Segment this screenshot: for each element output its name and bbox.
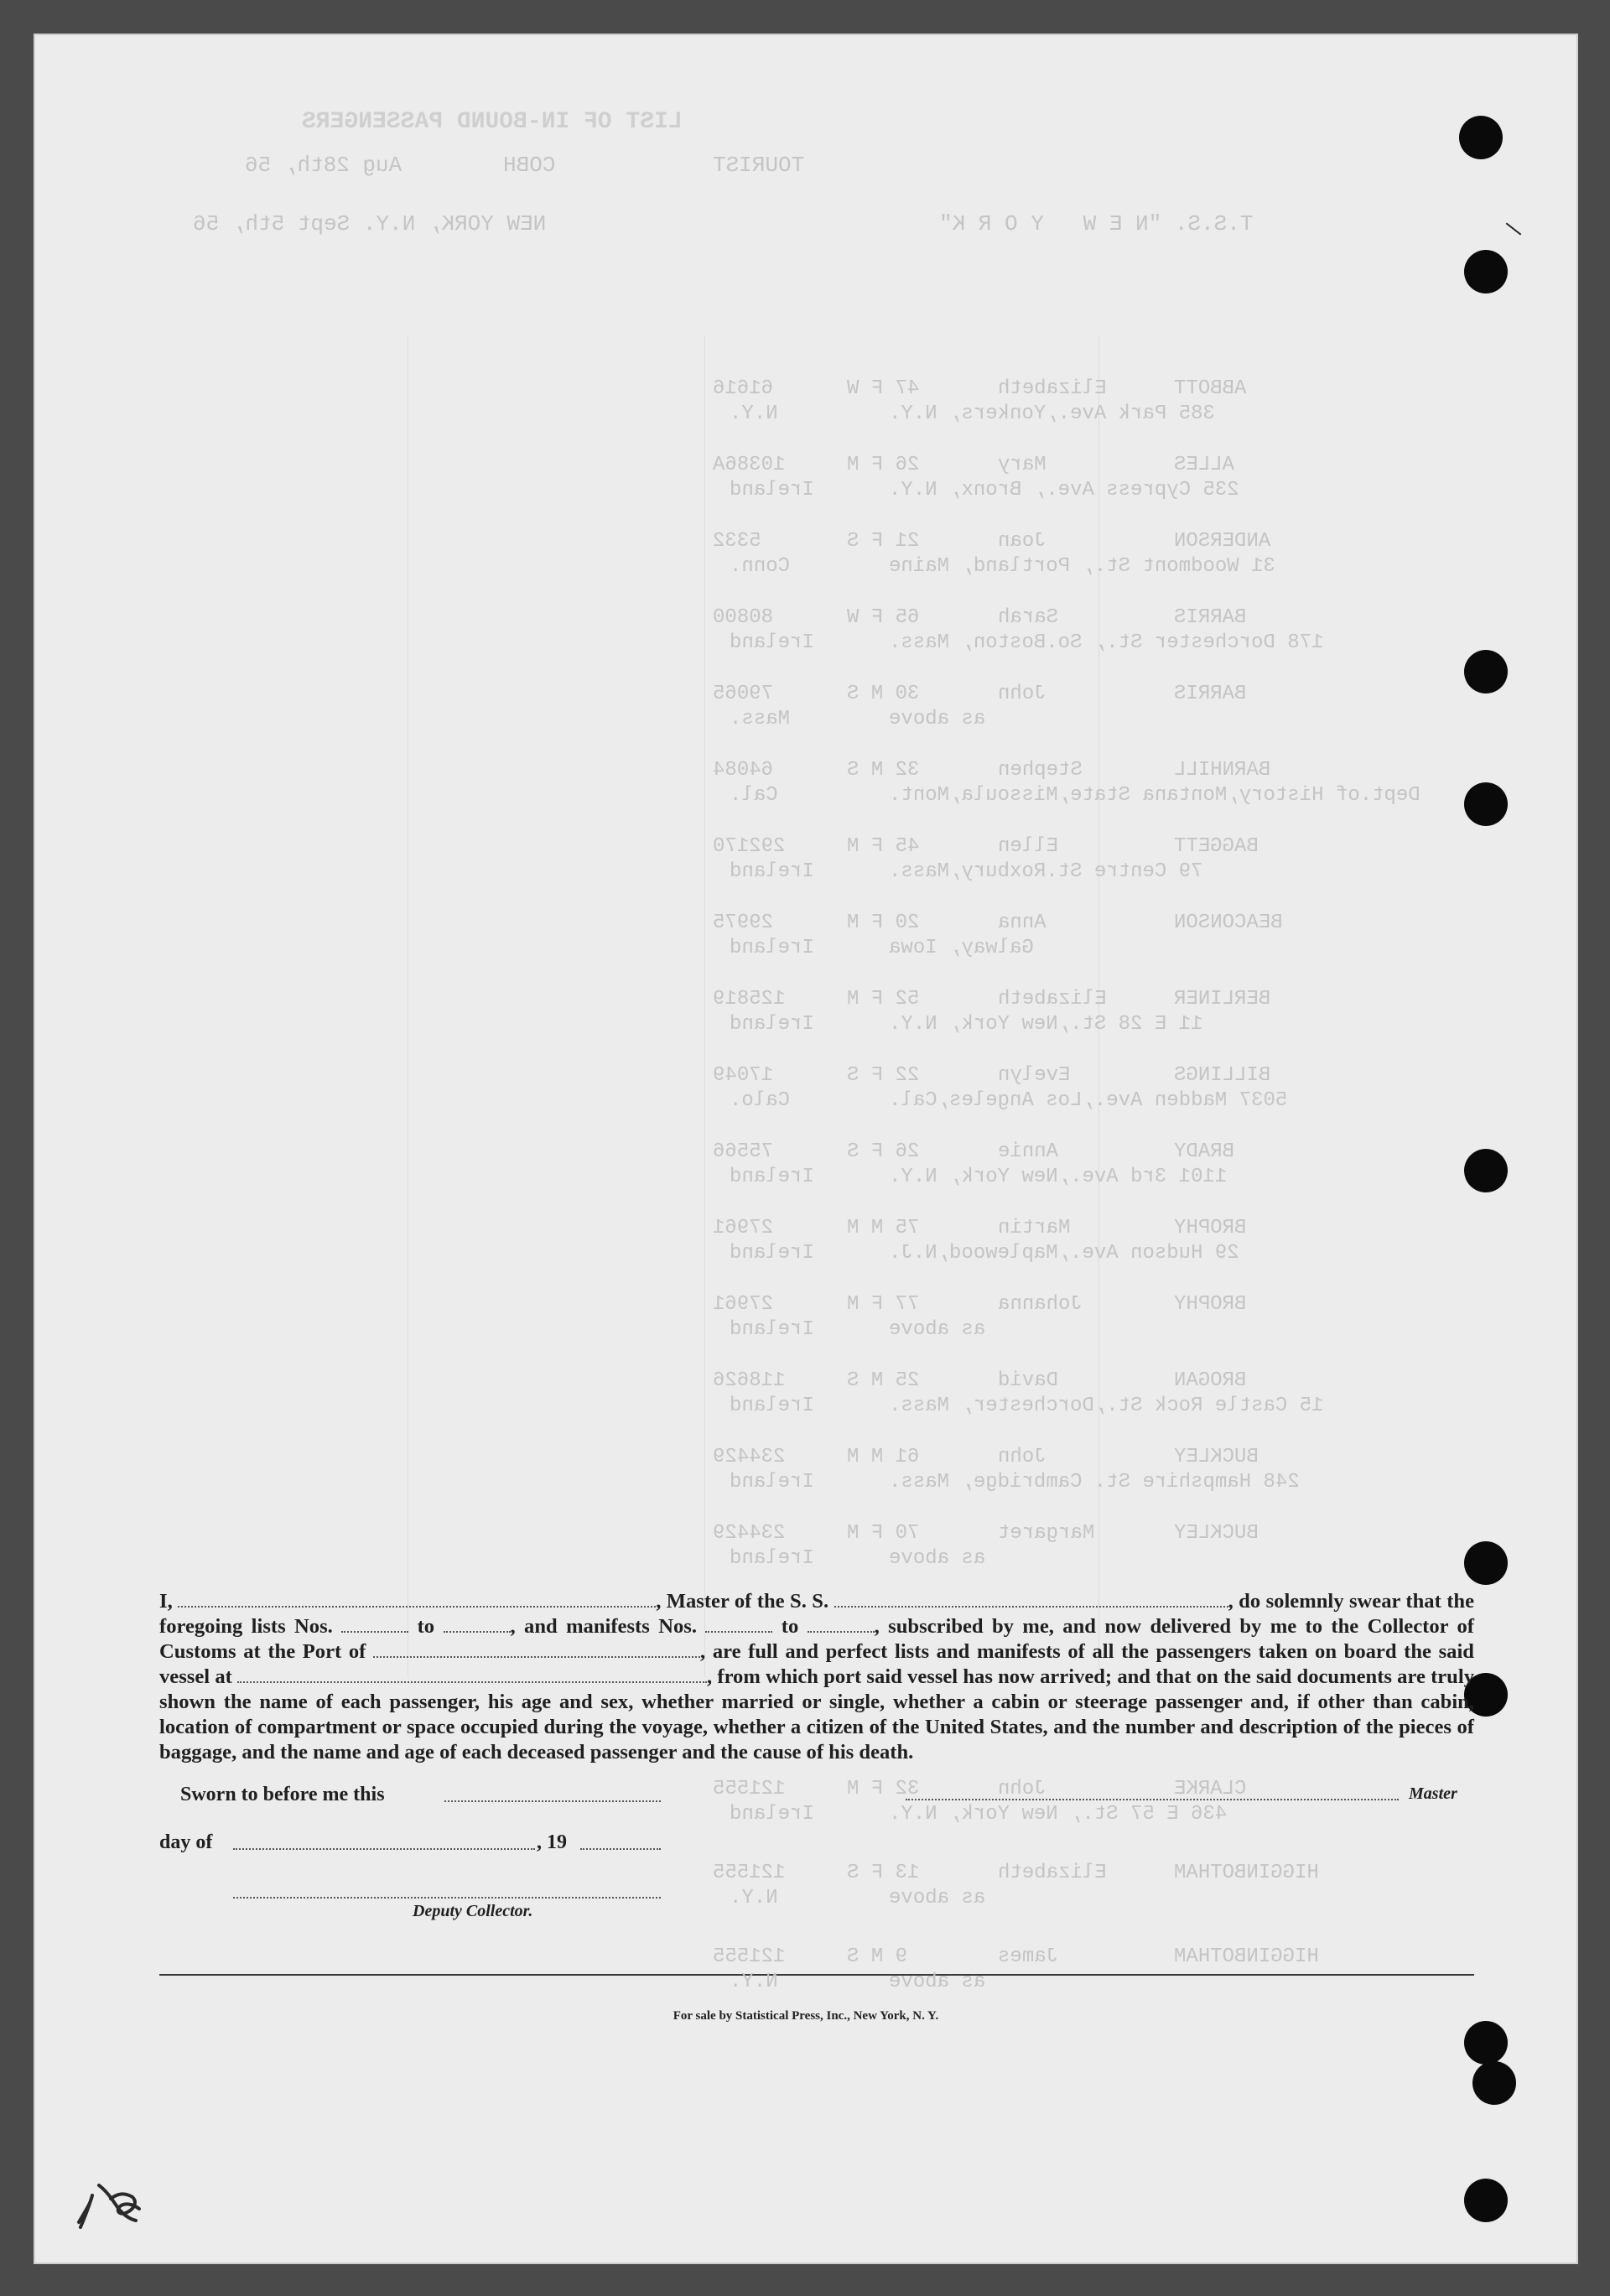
port-of-arrival-field (373, 1641, 700, 1658)
bleed-header-vessel: T.S.S. "N E W Y O R K" (939, 211, 1254, 236)
bleed-given-name: James (998, 1945, 1059, 1968)
bleed-given-name: Ellen (998, 835, 1059, 858)
bleed-header-arrival: NEW YORK, N.Y. Sept 5th, 56 (193, 211, 547, 236)
bleed-surname: BAGGETT (1174, 835, 1259, 858)
oath-text: , from which port said vessel has now arrived; and that on the said documents are truly shown the name of each passenger, his age and sex, whether married or single, whether a cabin or steerage passenger and, if other than cabin, location of compartment or space occupied during the voyage, whether a citizen of the United States, and the number and description of the pieces of baggage, and the name and age of each deceased passenger and the cause of his death. (159, 1665, 1474, 1764)
manifest-sheet (34, 34, 1578, 2264)
bleed-number: 27961 (713, 1293, 774, 1316)
bleed-number: 5332 (713, 530, 761, 553)
bleed-number: 29975 (713, 912, 774, 934)
year-field (580, 1848, 661, 1850)
binder-hole (1459, 116, 1503, 159)
bleed-surname: BERLINER (1174, 988, 1271, 1010)
bleed-origin: Mass. (730, 708, 791, 730)
bleed-origin: Cal. (730, 784, 778, 807)
oath-text: to (417, 1615, 435, 1638)
bleed-origin: Calo. (730, 1089, 791, 1112)
oath-paragraph (159, 1589, 1474, 1765)
bleed-given-name: Elizabeth (998, 1862, 1107, 1884)
bleed-given-name: Mary (998, 454, 1046, 476)
bleed-age-sex: 9 M S (847, 1945, 908, 1968)
bleed-age-sex: 20 F M (847, 912, 920, 934)
bleed-origin: N.Y. (730, 1887, 778, 1909)
bleed-address: 178 Dorchester St., So.Boston, Mass. (889, 631, 1324, 654)
bleed-address: as above (889, 1547, 986, 1570)
bleed-surname: CLARKE (1174, 1778, 1247, 1800)
bleed-age-sex: 52 F M (847, 988, 920, 1010)
bleed-age-sex: 32 F M (847, 1778, 920, 1800)
bleed-origin: Ireland (730, 937, 814, 959)
bleed-header-class: TOURIST (713, 153, 805, 178)
binder-hole (1472, 2061, 1516, 2105)
bleed-number: 234429 (713, 1522, 786, 1545)
bleed-given-name: Johanna (998, 1293, 1083, 1316)
oath-text: , are full and perfect lists and manifests of all the passengers taken on board the said vessel at (159, 1640, 1474, 1688)
bleed-address: 235 Cypress Ave., Bronx, N.Y. (889, 479, 1239, 501)
bleed-age-sex: 26 F M (847, 454, 920, 476)
bleed-number: 61616 (713, 377, 774, 400)
printer-footer: For sale by Statistical Press, Inc., New York, N. Y. (673, 2009, 939, 2023)
bleed-address: 385 Park Ave.,Yonkers, N.Y. (889, 403, 1215, 425)
vessel-name-field (834, 1591, 1228, 1608)
binder-hole (1464, 250, 1508, 293)
sworn-date-field (444, 1800, 661, 1802)
bleed-age-sex: 75 M M (847, 1217, 920, 1239)
bleed-number: 75566 (713, 1140, 774, 1163)
bleed-number: 118626 (713, 1369, 786, 1392)
bleed-age-sex: 45 F M (847, 835, 920, 858)
bleed-surname: BUCKLEY (1174, 1446, 1259, 1468)
port-of-departure-field (237, 1666, 707, 1683)
manifest-from-field (705, 1616, 772, 1633)
bleed-given-name: Elizabeth (998, 988, 1107, 1010)
footer-rule (159, 1974, 1474, 1976)
bleed-address: 15 Castle Rock St.,Dorchester, Mass. (889, 1395, 1324, 1417)
bleed-number: 64084 (713, 759, 774, 782)
bleed-origin: Ireland (730, 1471, 814, 1493)
master-caption: Master (1409, 1784, 1457, 1803)
bleed-surname: BARRIS (1174, 683, 1247, 705)
bleed-origin: Ireland (730, 1547, 814, 1570)
column-line (704, 335, 705, 1677)
bleed-address: 11 E 28 St.,New York, N.Y. (889, 1013, 1203, 1036)
bleed-surname: HIGGINBOTHAM (1174, 1862, 1319, 1884)
bleed-age-sex: 21 F S (847, 530, 920, 553)
handwritten-mark (74, 2179, 149, 2232)
bleed-origin: Ireland (730, 1166, 814, 1188)
bleed-origin: Ireland (730, 631, 814, 654)
deputy-signature-line (233, 1897, 661, 1899)
bleed-number: 121555 (713, 1945, 786, 1968)
bleed-age-sex: 13 F S (847, 1862, 920, 1884)
bleed-origin: Ireland (730, 1242, 814, 1265)
bleed-given-name: Martin (998, 1217, 1071, 1239)
bleed-origin: Ireland (730, 1395, 814, 1417)
bleed-number: 79065 (713, 683, 774, 705)
bleed-given-name: Evelyn (998, 1064, 1071, 1087)
bleed-number: 10386A (713, 454, 786, 476)
bleed-age-sex: 30 M S (847, 683, 920, 705)
bleed-address: 5037 Madden Ave.,Los Angeles,Cal. (889, 1089, 1288, 1112)
bleed-surname: BUCKLEY (1174, 1522, 1259, 1545)
bleed-address: 248 Hampshire St. Cambridge, Mass. (889, 1471, 1300, 1493)
oath-text: , and manifests Nos. (510, 1615, 697, 1638)
bleed-origin: Ireland (730, 860, 814, 883)
bleed-surname: BILLINGS (1174, 1064, 1271, 1087)
bleed-age-sex: 22 F S (847, 1064, 920, 1087)
bleed-surname: ANDERSON (1174, 530, 1271, 553)
bleed-surname: HIGGINBOTHAM (1174, 1945, 1319, 1968)
binder-hole (1464, 782, 1508, 826)
bleed-given-name: Anna (998, 912, 1046, 934)
bleed-origin: Ireland (730, 479, 814, 501)
bleed-origin: N.Y. (730, 1971, 778, 1993)
bleed-header-date: Aug 28th, 56 (245, 153, 402, 178)
bleed-number: 121555 (713, 1862, 786, 1884)
day-of-label: day of (159, 1831, 213, 1853)
year-label: , 19 (537, 1831, 567, 1853)
binder-hole (1464, 2021, 1508, 2065)
bleed-surname: ALLES (1174, 454, 1235, 476)
bleed-surname: BROPHY (1174, 1217, 1247, 1239)
master-name-field (178, 1591, 656, 1608)
bleed-surname: BROGAN (1174, 1369, 1247, 1392)
day-of-field (233, 1848, 535, 1850)
bleed-given-name: Stephen (998, 759, 1083, 782)
bleed-given-name: Sarah (998, 606, 1059, 629)
bleed-number: 234429 (713, 1446, 786, 1468)
bleed-address: as above (889, 1318, 986, 1341)
bleed-address: 29 Hudson Ave.,Maplewood,N.J. (889, 1242, 1239, 1265)
bleed-surname: BROPHY (1174, 1293, 1247, 1316)
oath-text: , subscribed by me, and now delivered by me to the Collector of Customs at the Port of (159, 1615, 1474, 1663)
list-to-field (444, 1616, 511, 1633)
bleed-origin: Ireland (730, 1318, 814, 1341)
bleed-given-name: Margaret (998, 1522, 1095, 1545)
bleed-given-name: John (998, 683, 1046, 705)
bleed-age-sex: 26 F S (847, 1140, 920, 1163)
bleed-number: 292170 (713, 835, 786, 858)
bleed-surname: BARNHILL (1174, 759, 1271, 782)
bleed-address: 79 Centre St.Roxbury,Mass. (889, 860, 1203, 883)
bleed-age-sex: 32 M S (847, 759, 920, 782)
bleed-address: as above (889, 708, 986, 730)
binder-hole (1464, 650, 1508, 693)
bleed-surname: ABBOTT (1174, 377, 1247, 400)
bleed-surname: BRADY (1174, 1140, 1235, 1163)
bleed-address: as above (889, 1887, 986, 1909)
master-signature-line (906, 1799, 1399, 1800)
bleed-given-name: John (998, 1446, 1046, 1468)
bleed-address: Dept.of History,Montana State,Missoula,Mont. (889, 784, 1420, 807)
oath-text: to (781, 1615, 799, 1638)
binder-hole (1464, 2179, 1508, 2222)
bleed-header-title: LIST OF IN-BOUND PASSENGERS (302, 109, 683, 135)
bleed-age-sex: 61 M M (847, 1446, 920, 1468)
bleed-origin: Ireland (730, 1803, 814, 1826)
bleed-number: 17049 (713, 1064, 774, 1087)
binder-hole (1464, 1149, 1508, 1192)
bleed-address: 1101 3rd Ave.,New York, N.Y. (889, 1166, 1228, 1188)
oath-text: , Master of the S. S. (656, 1590, 829, 1613)
bleed-age-sex: 25 M S (847, 1369, 920, 1392)
oath-text: I, (159, 1590, 173, 1613)
deputy-collector-caption: Deputy Collector. (413, 1902, 533, 1920)
bleed-age-sex: 65 F W (847, 606, 920, 629)
bleed-given-name: Elizabeth (998, 377, 1107, 400)
bleed-number: 125819 (713, 988, 786, 1010)
bleed-number: 27961 (713, 1217, 774, 1239)
bleed-number: 121555 (713, 1778, 786, 1800)
bleed-origin: Ireland (730, 1013, 814, 1036)
bleed-surname: BEACONSON (1174, 912, 1283, 934)
bleed-given-name: David (998, 1369, 1059, 1392)
bleed-age-sex: 77 F M (847, 1293, 920, 1316)
oath-text: , do solemnly swear that the foregoing lists Nos. (159, 1590, 1474, 1638)
bleed-number: 80800 (713, 606, 774, 629)
bleed-age-sex: 47 F W (847, 377, 920, 400)
bleed-origin: Conn. (730, 555, 791, 578)
sworn-label: Sworn to before me this (180, 1784, 385, 1805)
list-from-field (341, 1616, 408, 1633)
bleed-address: 436 E 57 St., New York, N.Y. (889, 1803, 1228, 1826)
bleed-address: as above (889, 1971, 986, 1993)
manifest-to-field (808, 1616, 875, 1633)
bleed-address: 31 Woodmont St., Portland, Maine (889, 555, 1275, 578)
bleed-address: Galway, Iowa (889, 937, 1034, 959)
binder-hole (1464, 1541, 1508, 1585)
pencil-mark (1506, 222, 1522, 235)
bleed-given-name: Annie (998, 1140, 1059, 1163)
bleed-age-sex: 70 F M (847, 1522, 920, 1545)
bleed-given-name: John (998, 1778, 1046, 1800)
bleed-given-name: Joan (998, 530, 1046, 553)
bleed-surname: BARRIS (1174, 606, 1247, 629)
bleed-header-port: COBH (503, 153, 556, 178)
bleed-origin: N.Y. (730, 403, 778, 425)
